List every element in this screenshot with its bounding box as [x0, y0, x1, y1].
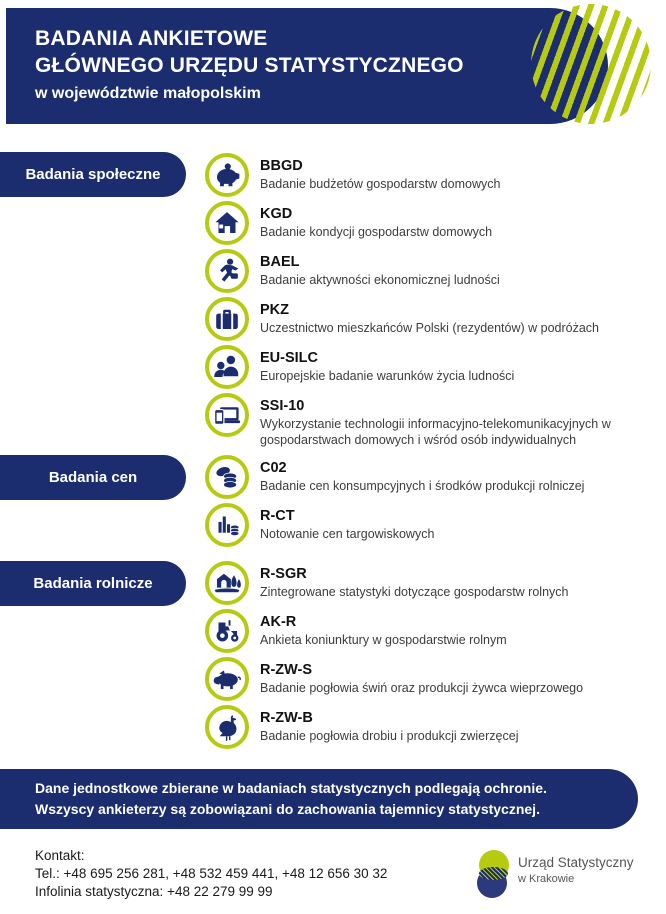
survey-description: Europejskie badanie warunków życia ludności [260, 369, 515, 383]
survey-code: R-ZW-S [260, 662, 313, 678]
survey-row [260, 349, 662, 384]
suitcase-icon [205, 297, 249, 341]
survey-row [260, 157, 662, 192]
survey-row [260, 507, 662, 542]
contact-block [35, 847, 387, 901]
survey-code: R-SGR [260, 566, 307, 582]
survey-row [260, 253, 662, 288]
urzad-statystyczny-logo [477, 849, 657, 899]
survey-code: R-CT [260, 508, 295, 524]
survey-code: C02 [260, 460, 287, 476]
piggy-bank-icon [205, 153, 249, 197]
farm-icon [205, 561, 249, 605]
survey-code: PKZ [260, 302, 289, 318]
survey-code: SSI-10 [260, 398, 305, 414]
survey-code: BBGD [260, 158, 303, 174]
survey-description: Ankieta koniunktury w gospodarstwie rolnym [260, 633, 507, 647]
survey-description: Badanie aktywności ekonomicznej ludności [260, 273, 500, 287]
section-pill-badania-spoleczne: Badania społeczne [0, 152, 186, 197]
survey-code: R-ZW-B [260, 710, 313, 726]
survey-description: Uczestnictwo mieszkańców Polski (rezydentów) w podróżach [260, 321, 600, 335]
bar-chart-coins-icon [205, 503, 249, 547]
header-title-line1: BADANIA ANKIETOWE [35, 27, 268, 50]
tractor-icon [205, 609, 249, 653]
survey-description: Badanie pogłowia świń oraz produkcji żywca wieprzowego [260, 681, 584, 695]
banner-line2: Wszyscy ankieterzy są zobowiązani do zachowania tajemnicy statystycznej. [35, 801, 540, 817]
people-icon [205, 345, 249, 389]
striped-circle-decoration [531, 4, 651, 124]
survey-row [260, 565, 662, 600]
logo-text-line1: Urząd Statystyczny [518, 855, 634, 870]
logo-hatched-lens [479, 867, 508, 880]
data-protection-banner [0, 769, 638, 829]
survey-row [260, 709, 662, 744]
survey-description: Badanie kondycji gospodarstw domowych [260, 225, 493, 239]
survey-code: AK-R [260, 614, 297, 630]
survey-row [260, 459, 662, 494]
devices-icon [205, 393, 249, 437]
survey-description: Zintegrowane statystyki dotyczące gospodarstw rolnych [260, 585, 569, 599]
survey-code: BAEL [260, 254, 300, 270]
survey-row [260, 661, 662, 696]
header-banner [6, 8, 608, 124]
survey-description: Badanie budżetów gospodarstw domowych [260, 177, 501, 191]
survey-description: Wykorzystanie technologii informacyjno-telekomunikacyjnych w gospodarstwach domowych i wśród osób indywidualnych [260, 417, 611, 447]
survey-row [260, 613, 662, 648]
survey-row [260, 205, 662, 240]
survey-row [260, 301, 662, 336]
header-subtitle: w województwie małopolskim [35, 85, 261, 102]
survey-description: Badanie pogłowia drobiu i produkcji zwierzęcej [260, 729, 519, 743]
survey-code: EU-SILC [260, 350, 318, 366]
pig-icon [205, 657, 249, 701]
survey-row [260, 397, 662, 448]
contact-infoline: Infolinia statystyczna: +48 22 279 99 99 [35, 884, 273, 899]
coins-icon [205, 455, 249, 499]
running-person-icon [205, 249, 249, 293]
contact-label: Kontakt: [35, 848, 85, 863]
survey-description: Notowanie cen targowiskowych [260, 527, 435, 541]
hen-icon [205, 705, 249, 749]
house-icon [205, 201, 249, 245]
header-title-line2: GŁÓWNEGO URZĘDU STATYSTYCZNEGO [35, 54, 464, 77]
logo-text-line2: w Krakowie [518, 873, 575, 885]
section-pill-badania-cen: Badania cen [0, 455, 186, 500]
contact-phones: Tel.: +48 695 256 281, +48 532 459 441, +48 12 656 30 32 [35, 866, 388, 881]
section-pill-badania-rolnicze: Badania rolnicze [0, 561, 186, 606]
survey-code: KGD [260, 206, 293, 222]
banner-line1: Dane jednostkowe zbierane w badaniach statystycznych podlegają ochronie. [35, 780, 547, 796]
survey-description: Badanie cen konsumpcyjnych i środków produkcji rolniczej [260, 479, 585, 493]
